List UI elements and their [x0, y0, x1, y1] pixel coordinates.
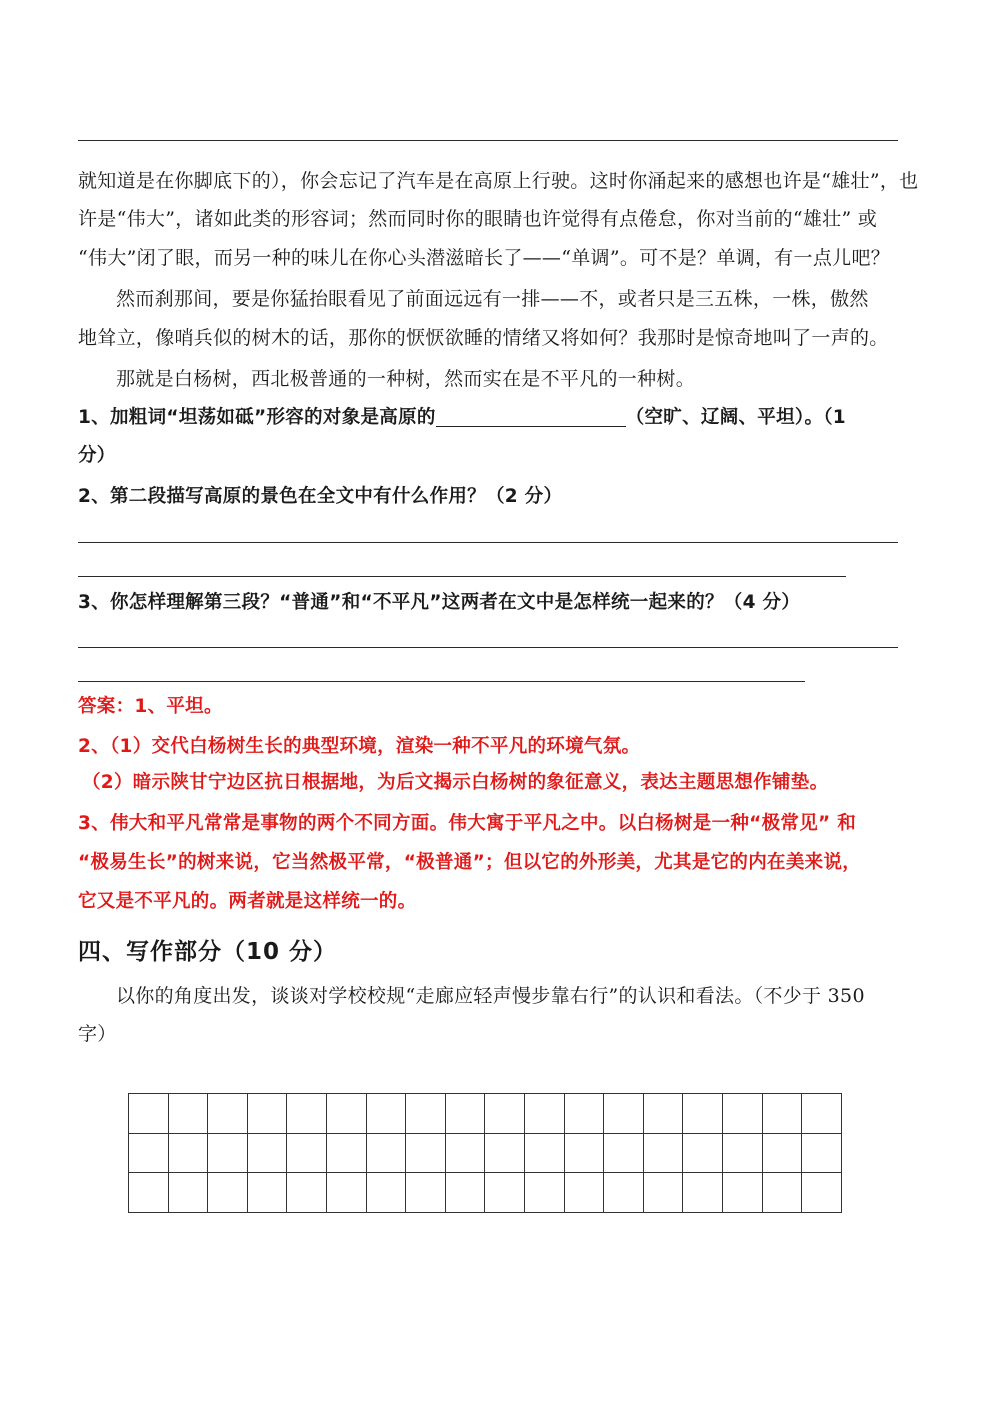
grid-cell[interactable]: [406, 1133, 446, 1173]
grid-cell[interactable]: [762, 1133, 802, 1173]
grid-cell[interactable]: [326, 1094, 366, 1134]
answer-line[interactable]: [78, 576, 846, 577]
answer-3-line-1: 3、伟大和平凡常常是事物的两个不同方面。伟大寓于平凡之中。以白杨树是一种“极常见” 和: [78, 813, 857, 834]
grid-cell[interactable]: [247, 1133, 287, 1173]
grid-cell[interactable]: [208, 1094, 248, 1134]
grid-cell[interactable]: [445, 1173, 485, 1213]
grid-row: [129, 1094, 842, 1134]
answer-line[interactable]: [78, 681, 805, 682]
answer-2-part-1: 2、（1）交代白杨树生长的典型环境，渲染一种不平凡的环境气氛。: [78, 736, 641, 757]
grid-cell[interactable]: [406, 1173, 446, 1213]
passage-line-2: 许是“伟大”，诸如此类的形容词；然而同时你的眼睛也许觉得有点倦怠，你对当前的“雄壮” 或: [78, 208, 878, 230]
grid-cell[interactable]: [762, 1094, 802, 1134]
grid-cell[interactable]: [366, 1094, 406, 1134]
passage-line-3: “伟大”闭了眼，而另一种的味儿在你心头潜滋暗长了——“单调”。可不是？单调，有一点儿吧？: [78, 247, 891, 269]
writing-grid[interactable]: [128, 1093, 842, 1213]
grid-cell[interactable]: [802, 1133, 842, 1173]
grid-cell[interactable]: [604, 1133, 644, 1173]
grid-cell[interactable]: [366, 1173, 406, 1213]
grid-cell[interactable]: [168, 1173, 208, 1213]
grid-cell[interactable]: [129, 1133, 169, 1173]
grid-cell[interactable]: [683, 1173, 723, 1213]
grid-cell[interactable]: [722, 1133, 762, 1173]
passage-line-5: 地耸立，像哨兵似的树木的话，那你的恹恹欲睡的情绪又将如何？我那时是惊奇地叫了一声的。: [78, 327, 889, 349]
grid-cell[interactable]: [287, 1094, 327, 1134]
writing-prompt-line-1: 以你的角度出发，谈谈对学校校规“走廊应轻声慢步靠右行”的认识和看法。（不少于 350: [116, 985, 865, 1007]
question-1-options: （空旷、辽阔、平坦）。（1: [625, 407, 846, 428]
grid-cell[interactable]: [445, 1133, 485, 1173]
grid-cell[interactable]: [722, 1094, 762, 1134]
grid-cell[interactable]: [762, 1173, 802, 1213]
grid-cell[interactable]: [604, 1173, 644, 1213]
grid-cell[interactable]: [485, 1173, 525, 1213]
grid-cell[interactable]: [683, 1133, 723, 1173]
grid-cell[interactable]: [485, 1133, 525, 1173]
grid-cell[interactable]: [208, 1133, 248, 1173]
grid-cell[interactable]: [168, 1133, 208, 1173]
grid-cell[interactable]: [326, 1173, 366, 1213]
answer-line[interactable]: [78, 542, 898, 543]
grid-cell[interactable]: [445, 1094, 485, 1134]
question-1-score: 分）: [78, 445, 116, 466]
grid-cell[interactable]: [564, 1133, 604, 1173]
grid-cell[interactable]: [564, 1173, 604, 1213]
header-rule: [78, 140, 898, 141]
grid-cell[interactable]: [802, 1094, 842, 1134]
answer-3-line-3: 它又是不平凡的。两者就是这样统一的。: [78, 891, 417, 912]
grid-cell[interactable]: [604, 1094, 644, 1134]
passage-line-6: 那就是白杨树，西北极普通的一种树，然而实在是不平凡的一种树。: [116, 368, 696, 390]
question-3: 3、你怎样理解第三段？“普通”和“不平凡”这两者在文中是怎样统一起来的？（4 分）: [78, 592, 801, 613]
grid-cell[interactable]: [168, 1094, 208, 1134]
answer-1: 答案：1、平坦。: [78, 696, 223, 717]
grid-cell[interactable]: [564, 1094, 604, 1134]
grid-cell[interactable]: [683, 1094, 723, 1134]
grid-cell[interactable]: [366, 1133, 406, 1173]
grid-cell[interactable]: [485, 1094, 525, 1134]
grid-cell[interactable]: [643, 1094, 683, 1134]
grid-cell[interactable]: [247, 1173, 287, 1213]
passage-line-1: 就知道是在你脚底下的），你会忘记了汽车是在高原上行驶。这时你涌起来的感想也许是“雄壮”，也: [78, 170, 919, 192]
grid-cell[interactable]: [406, 1094, 446, 1134]
grid-cell[interactable]: [802, 1173, 842, 1213]
grid-cell[interactable]: [247, 1094, 287, 1134]
grid-cell[interactable]: [287, 1173, 327, 1213]
grid-cell[interactable]: [722, 1173, 762, 1213]
answer-2-part-2: （2）暗示陕甘宁边区抗日根据地，为后文揭示白杨树的象征意义，表达主题思想作铺垫。: [82, 772, 829, 793]
answer-3-line-2: “极易生长”的树来说，它当然极平常，“极普通”；但以它的外形美，尤其是它的内在美来说，: [78, 852, 862, 873]
grid-cell[interactable]: [326, 1133, 366, 1173]
question-1: [78, 405, 900, 431]
grid-cell[interactable]: [129, 1094, 169, 1134]
grid-cell[interactable]: [208, 1173, 248, 1213]
grid-cell[interactable]: [524, 1173, 564, 1213]
grid-cell[interactable]: [524, 1133, 564, 1173]
grid-cell[interactable]: [129, 1173, 169, 1213]
passage-line-4: 然而刹那间，要是你猛抬眼看见了前面远远有一排——不，或者只是三五株，一株，傲然: [116, 288, 869, 310]
writing-prompt-line-2: 字）: [78, 1023, 117, 1045]
grid-cell[interactable]: [643, 1173, 683, 1213]
grid-row: [129, 1173, 842, 1213]
question-2: 2、第二段描写高原的景色在全文中有什么作用？（2 分）: [78, 486, 563, 507]
answer-line[interactable]: [78, 647, 898, 648]
writing-section-title: 四、写作部分（10 分）: [78, 939, 338, 965]
grid-cell[interactable]: [524, 1094, 564, 1134]
question-1-text: 1、加粗词“坦荡如砥”形容的对象是高原的: [78, 407, 436, 428]
grid-row: [129, 1133, 842, 1173]
question-1-answer-blank[interactable]: [436, 406, 626, 427]
grid-cell[interactable]: [287, 1133, 327, 1173]
grid-cell[interactable]: [643, 1133, 683, 1173]
